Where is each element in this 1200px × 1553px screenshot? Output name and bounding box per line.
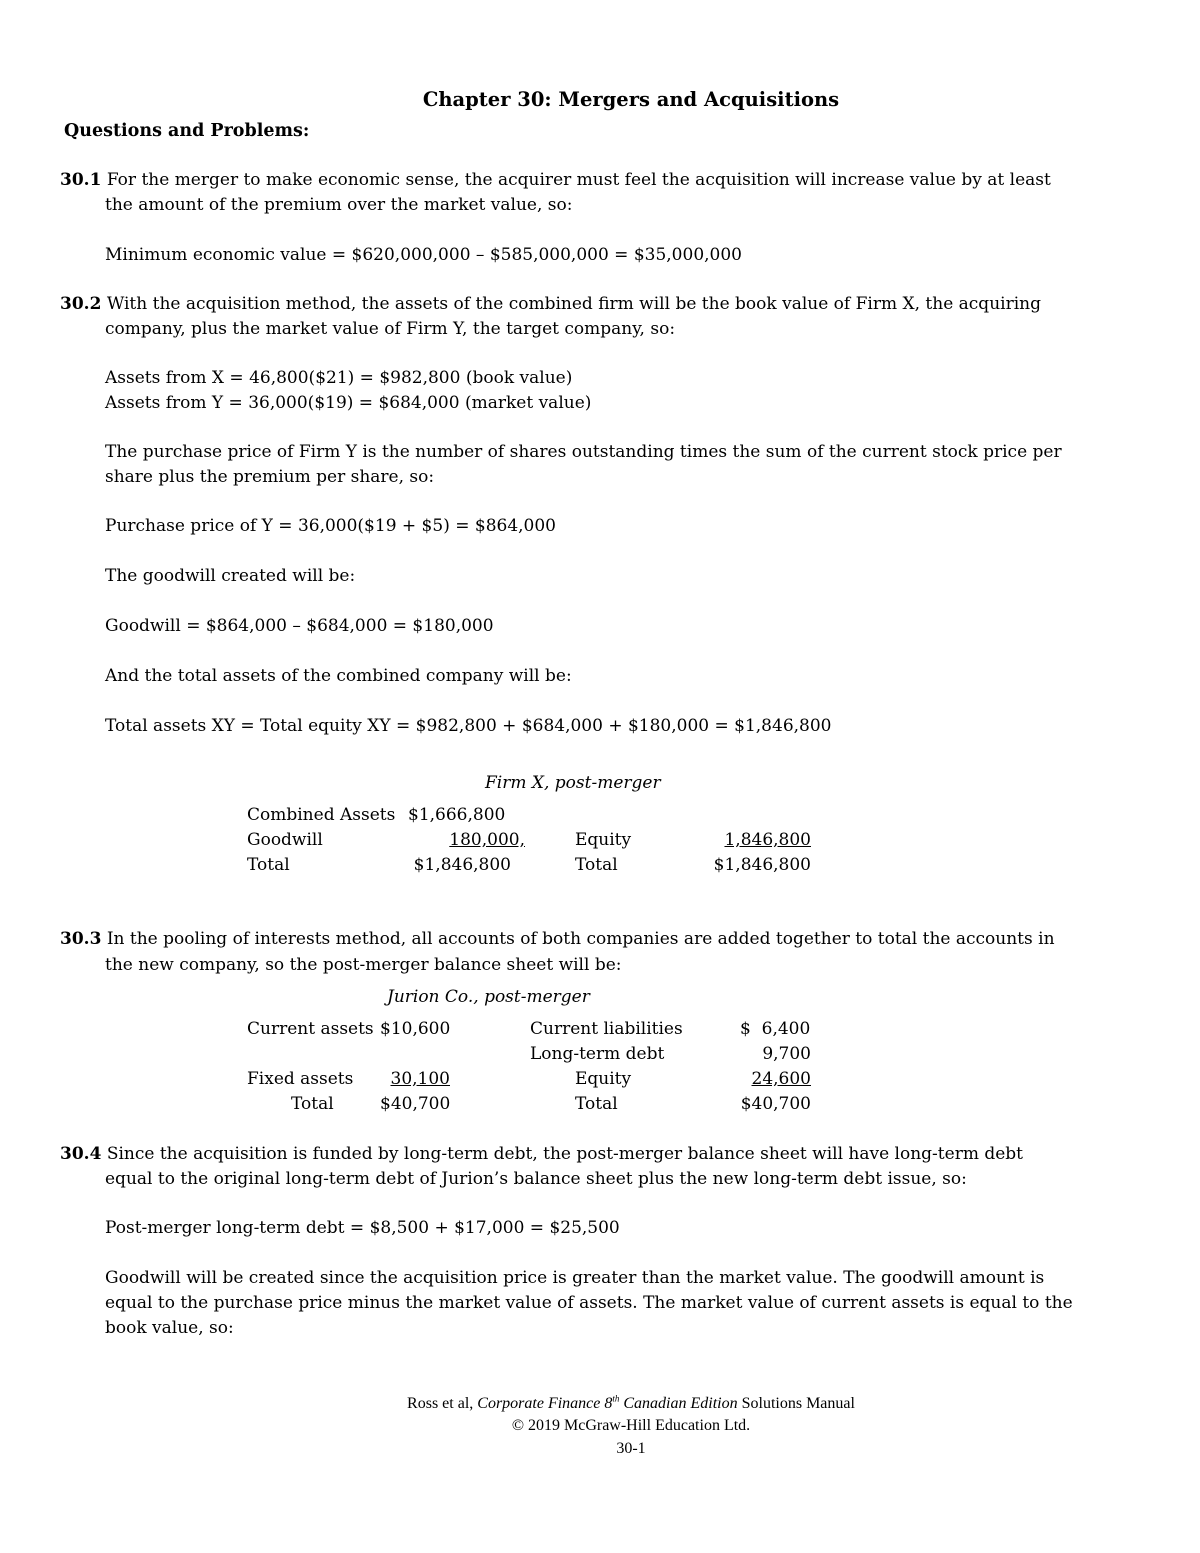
equation: Goodwill = $864,000 – $684,000 = $180,000 [105, 616, 494, 636]
table-cell: $40,700 [740, 1094, 811, 1114]
table-cell: Total [575, 855, 618, 875]
table-cell [690, 1069, 811, 1089]
problem-text: With the acquisition method, the assets of the combined firm will be the book value of Firm X, the acquiring [106, 294, 1041, 314]
problem-30-4 [60, 1144, 1023, 1164]
table-cell: $1,846,800 [713, 855, 811, 875]
problem-text: share plus the premium per share, so: [105, 467, 435, 487]
problem-number: 30.2 [60, 294, 102, 314]
table-cell: Fixed assets [247, 1069, 354, 1089]
table-cell: $ 6,400 [740, 1019, 811, 1039]
problem-text: And the total assets of the combined company will be: [105, 666, 572, 686]
table-cell [330, 1069, 450, 1089]
equation: Assets from Y = 36,000($19) = $684,000 (market value) [105, 393, 592, 413]
table-value: 180,000, [449, 830, 525, 850]
table-cell: $1,846,800 [413, 855, 511, 875]
problem-30-2 [60, 294, 1041, 314]
problem-text: Goodwill will be created since the acquisition price is greater than the market value. The goodwill amount is [105, 1268, 1045, 1288]
table-caption: Firm X, post-merger [485, 773, 661, 793]
footer-copyright: © 2019 McGraw-Hill Education Ltd. [511, 1417, 751, 1434]
problem-text: In the pooling of interests method, all accounts of both companies are added together to total the accounts in [106, 929, 1055, 949]
table-cell: Equity [575, 830, 632, 850]
table-cell: $10,600 [380, 1019, 451, 1039]
problem-text: Since the acquisition is funded by long-term debt, the post-merger balance sheet will have long-term debt [106, 1144, 1024, 1164]
equation: Post-merger long-term debt = $8,500 + $17,000 = $25,500 [105, 1218, 620, 1238]
problem-30-3 [60, 929, 1055, 949]
table-cell: Long-term debt [530, 1044, 665, 1064]
table-cell: $40,700 [380, 1094, 451, 1114]
footer-citation [0, 1395, 1200, 1413]
problem-text: The goodwill created will be: [105, 566, 356, 586]
table-cell: $1,666,800 [408, 805, 506, 825]
equation: Total assets XY = Total equity XY = $982,800 + $684,000 + $180,000 = $1,846,800 [105, 716, 832, 736]
page-title: Chapter 30: Mergers and Acquisitions [422, 88, 840, 111]
problem-number: 30.4 [60, 1144, 102, 1164]
table-value: 1,846,800 [724, 830, 811, 850]
problem-text: company, plus the market value of Firm Y, the target company, so: [105, 319, 676, 339]
table-caption: Jurion Co., post-merger [387, 987, 590, 1007]
problem-text: equal to the purchase price minus the market value of assets. The market value of current assets is equal to the [105, 1293, 1073, 1313]
table-cell [690, 830, 811, 850]
problem-text: the amount of the premium over the market value, so: [105, 195, 573, 215]
table-value: 24,600 [751, 1069, 811, 1089]
footer-authors: Ross et al, [407, 1395, 474, 1412]
problem-text: equal to the original long-term debt of Jurion’s balance sheet plus the new long-term debt issue, so: [105, 1169, 967, 1189]
problem-number: 30.1 [60, 170, 102, 190]
problem-number: 30.3 [60, 929, 102, 949]
table-cell: Combined Assets [247, 805, 396, 825]
problem-text: For the merger to make economic sense, the acquirer must feel the acquisition will increase value by at least [106, 170, 1051, 190]
problem-text: book value, so: [105, 1318, 234, 1338]
table-cell [400, 830, 525, 850]
equation: Minimum economic value = $620,000,000 – $585,000,000 = $35,000,000 [105, 245, 742, 265]
table-cell: Equity [575, 1069, 632, 1089]
footer-book: Corporate Finance 8th Canadian Edition [477, 1393, 738, 1412]
table-cell: Total [247, 855, 290, 875]
problem-text: The purchase price of Firm Y is the number of shares outstanding times the sum of the current stock price per [105, 442, 1062, 462]
table-value: 30,100 [390, 1069, 450, 1089]
table-cell: 9,700 [762, 1044, 811, 1064]
table-cell: Current assets [247, 1019, 374, 1039]
page-number: 30-1 [616, 1440, 646, 1457]
problem-30-1 [60, 170, 1051, 190]
table-cell: Current liabilities [530, 1019, 683, 1039]
table-cell: Goodwill [247, 830, 323, 850]
footer-manual: Solutions Manual [741, 1395, 855, 1412]
table-cell: Total [291, 1094, 334, 1114]
problem-text: the new company, so the post-merger balance sheet will be: [105, 955, 622, 975]
equation: Purchase price of Y = 36,000($19 + $5) = $864,000 [105, 516, 556, 536]
section-heading: Questions and Problems: [64, 121, 310, 141]
table-cell: Total [575, 1094, 618, 1114]
equation: Assets from X = 46,800($21) = $982,800 (book value) [105, 368, 573, 388]
